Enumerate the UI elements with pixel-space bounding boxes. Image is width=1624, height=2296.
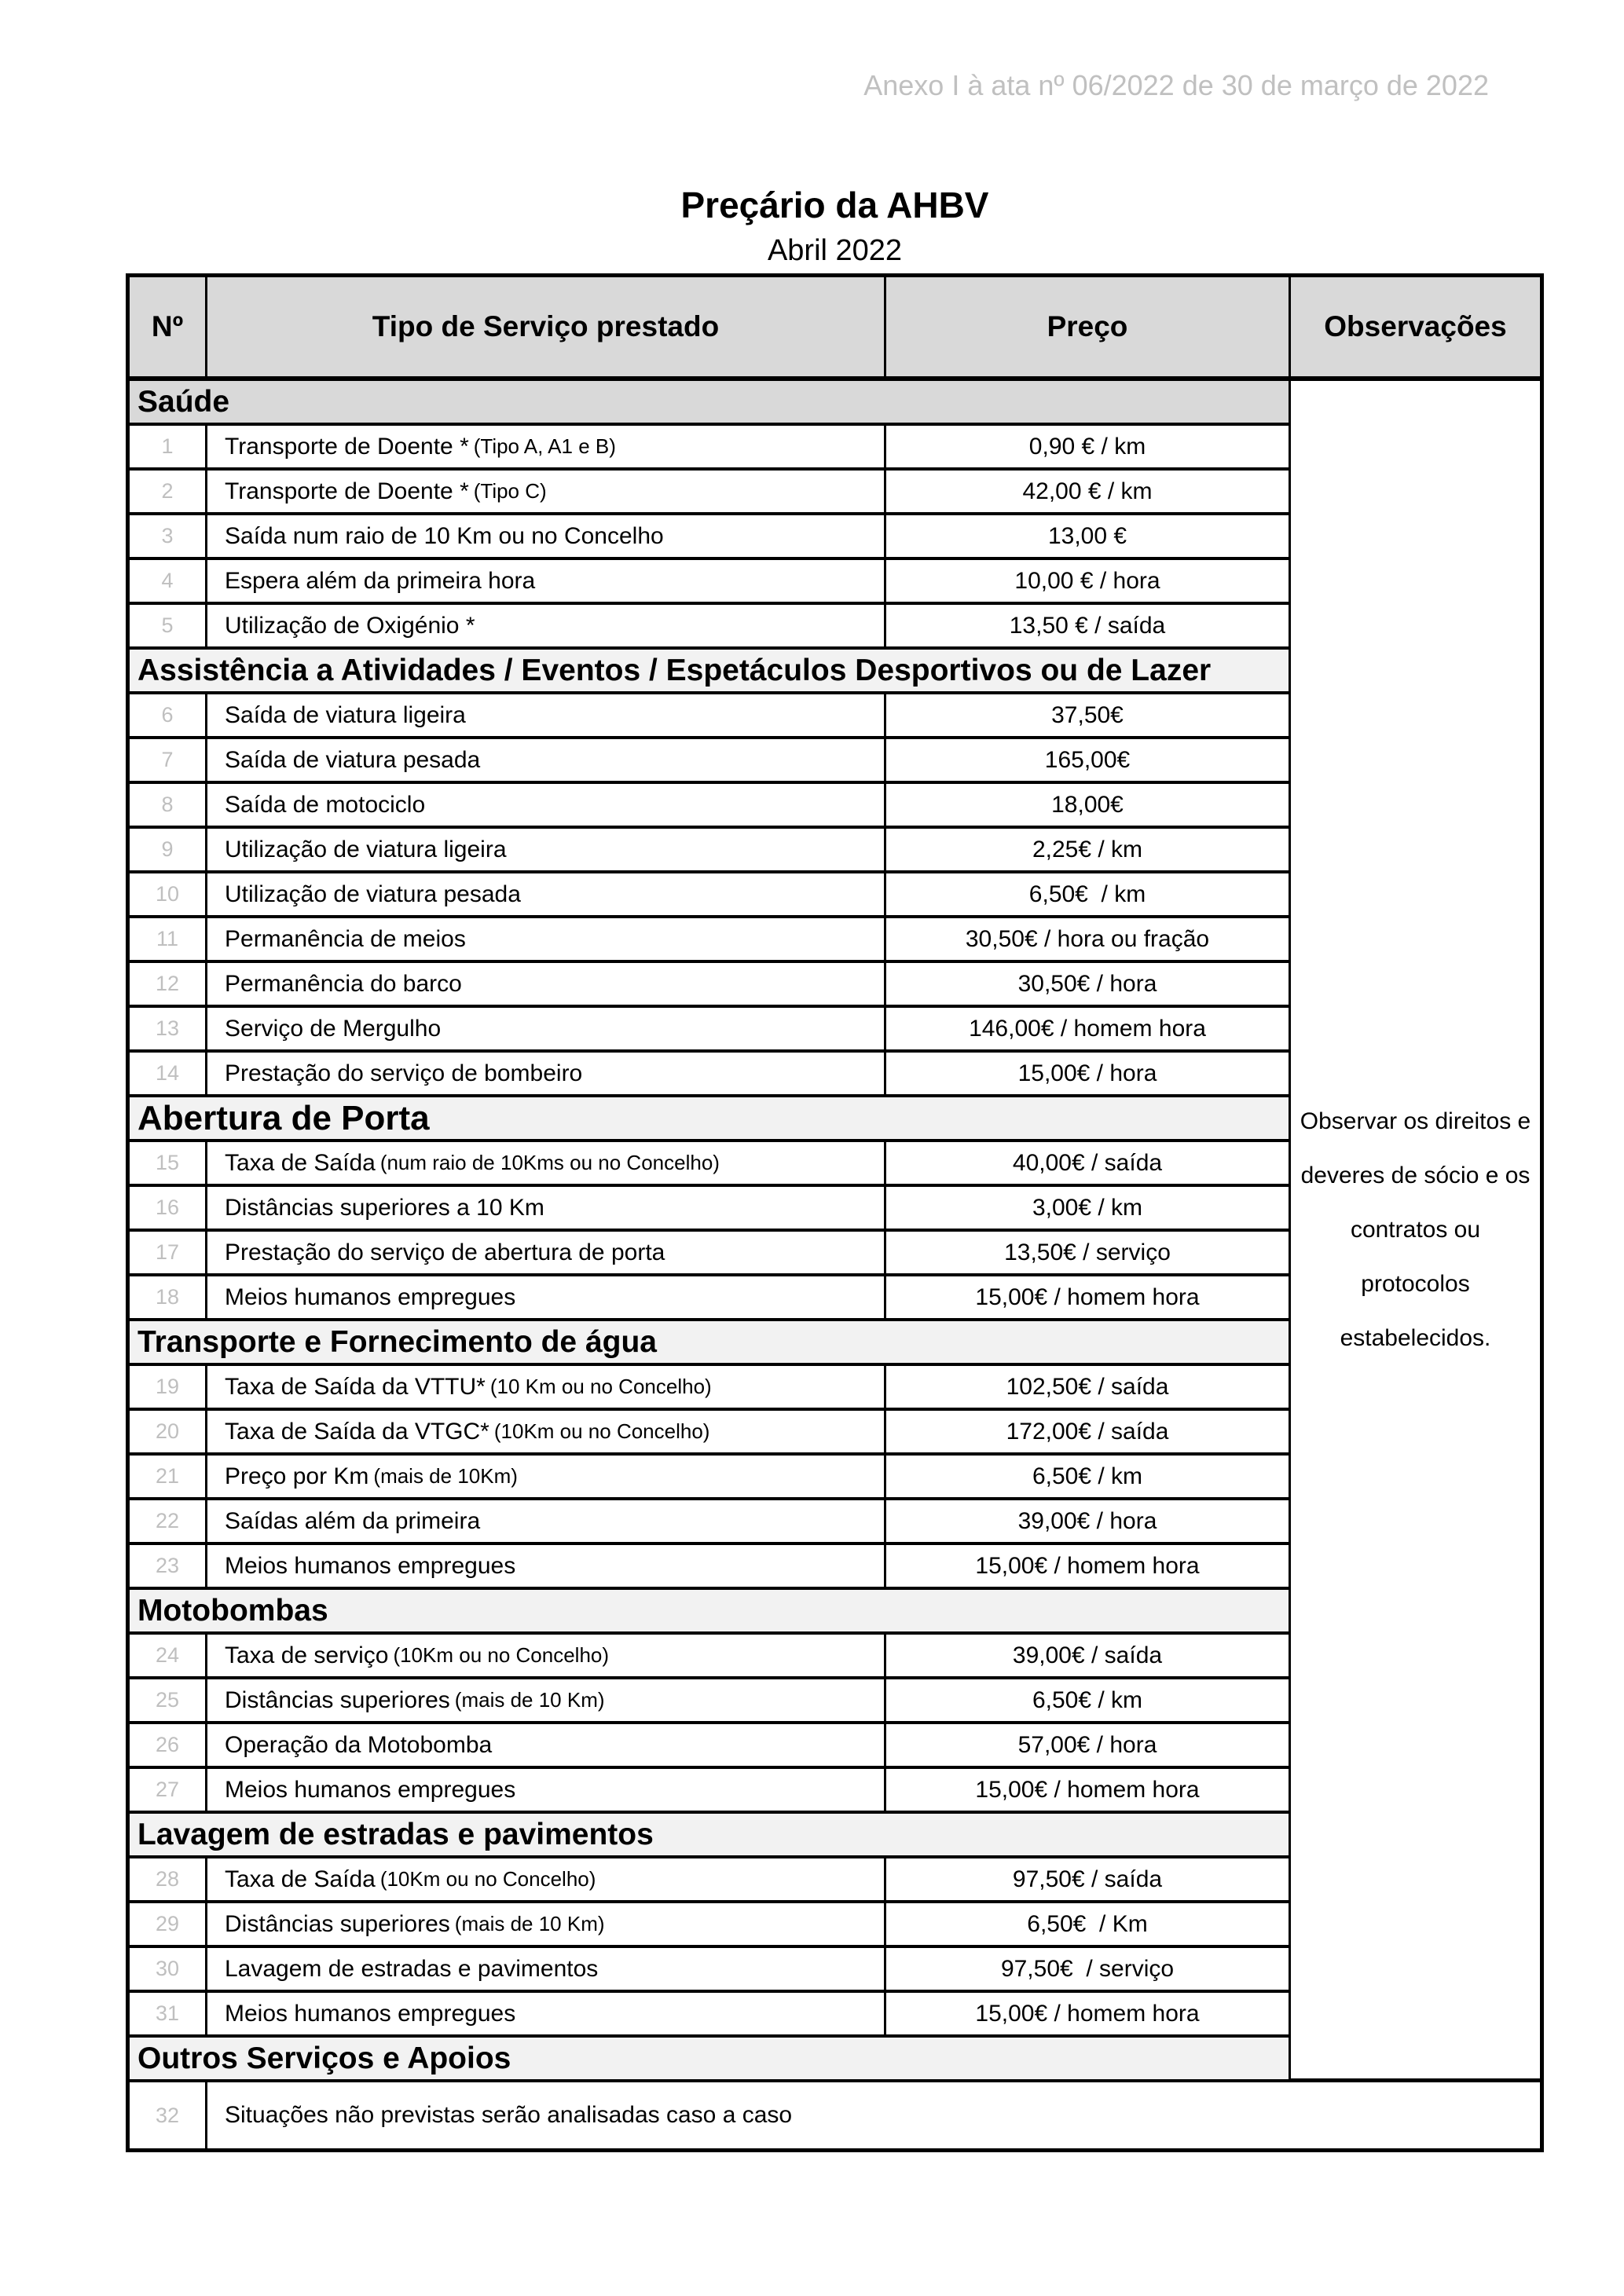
service-description-main: Taxa de Saída da VTGC* [225,1418,489,1445]
column-header-price: Preço [886,277,1291,381]
row-number: 22 [130,1500,207,1545]
row-number: 25 [130,1679,207,1724]
service-description-detail: (10Km ou no Concelho) [393,1643,610,1667]
row-number: 7 [130,739,207,784]
service-description-main: Taxa de Saída [225,1149,376,1176]
section-header-row: Saúde [130,381,1291,426]
service-description [207,1276,886,1321]
service-description-main: Preço por Km [225,1463,369,1489]
service-description [207,1187,886,1232]
service-description-main: Saída de motociclo [225,791,426,818]
service-description: Situações não previstas serão analisadas caso a caso [225,2102,793,2128]
service-price: 15,00€ / homem hora [886,1993,1291,2038]
service-description [207,1366,886,1411]
service-price: 6,50€ / Km [886,1903,1291,1948]
service-description-main: Serviço de Mergulho [225,1015,442,1042]
row-number: 1 [130,426,207,471]
service-description-detail: (Tipo C) [473,479,547,503]
service-description-main: Meios humanos empregues [225,1552,516,1579]
service-price: 13,00 € [886,515,1291,560]
service-description-main: Transporte de Doente * [225,433,469,460]
service-price: 165,00€ [886,739,1291,784]
service-price: 2,25€ / km [886,829,1291,873]
service-price: 3,00€ / km [886,1187,1291,1232]
service-description [207,1724,886,1769]
service-description [207,1142,886,1187]
page-title: Preçário da AHBV [680,185,989,225]
row-number: 3 [130,515,207,560]
service-description-main: Utilização de viatura pesada [225,881,521,907]
row-number: 6 [130,694,207,739]
service-description-detail: (mais de 10Km) [373,1464,518,1488]
service-description [207,1545,886,1590]
service-description-main: Transporte de Doente * [225,478,469,504]
service-description-main: Permanência de meios [225,925,466,952]
column-header-num: Nº [130,277,207,381]
page-annotation: Anexo I à ata nº 06/2022 de 30 de março de 2022 [863,69,1489,101]
service-description-main: Taxa de Saída [225,1866,376,1892]
section-header-row: Motobombas [130,1590,1291,1635]
service-description [207,1858,886,1903]
service-description-main: Taxa de Saída da VTTU* [225,1373,486,1400]
row-number: 4 [130,560,207,605]
service-description [207,1053,886,1097]
service-description [207,918,886,963]
service-price: 15,00€ / homem hora [886,1545,1291,1590]
service-price: 15,00€ / homem hora [886,1769,1291,1814]
service-price: 57,00€ / hora [886,1724,1291,1769]
row-number: 20 [130,1411,207,1456]
row-number: 10 [130,873,207,918]
service-description [207,1903,886,1948]
service-price: 40,00€ / saída [886,1142,1291,1187]
service-description-main: Espera além da primeira hora [225,567,536,594]
row-number: 16 [130,1187,207,1232]
service-price: 0,90 € / km [886,426,1291,471]
row-number: 23 [130,1545,207,1590]
service-description-main: Utilização de viatura ligeira [225,836,507,862]
service-description-main: Operação da Motobomba [225,1731,493,1758]
service-price: 13,50 € / saída [886,605,1291,650]
service-price: 6,50€ / km [886,873,1291,918]
row-number: 29 [130,1903,207,1948]
service-description [207,1993,886,2038]
service-description [207,1635,886,1679]
service-price: 13,50€ / serviço [886,1232,1291,1276]
row-number: 30 [130,1948,207,1993]
row-number: 13 [130,1008,207,1053]
service-description-main: Distâncias superiores [225,1686,450,1713]
service-description-main: Lavagem de estradas e pavimentos [225,1955,599,1982]
service-price: 15,00€ / homem hora [886,1276,1291,1321]
service-price: 30,50€ / hora ou fração [886,918,1291,963]
service-description [207,1500,886,1545]
service-description-main: Saída de viatura pesada [225,746,481,773]
row-number: 12 [130,963,207,1008]
row-number: 8 [130,784,207,829]
column-header-observations: Observações [1291,277,1540,381]
service-description-main: Prestação do serviço de abertura de porta [225,1239,665,1265]
service-description-main: Taxa de serviço [225,1642,389,1668]
row-number: 24 [130,1635,207,1679]
service-description-detail: (10Km ou no Concelho) [493,1419,710,1443]
service-description [207,739,886,784]
service-description [207,1411,886,1456]
section-header-row: Assistência a Atividades / Eventos / Espetáculos Desportivos ou de Lazer [130,650,1291,694]
service-price: 97,50€ / saída [886,1858,1291,1903]
section-header-row: Outros Serviços e Apoios [130,2038,1291,2082]
service-description-detail: (mais de 10 Km) [454,1688,605,1712]
service-description [207,1008,886,1053]
row-number: 18 [130,1276,207,1321]
service-description [207,560,886,605]
price-table [126,273,1544,2152]
page-subtitle: Abril 2022 [767,234,903,267]
service-description-main: Saída num raio de 10 Km ou no Concelho [225,522,664,549]
service-description-detail: (num raio de 10Kms ou no Concelho) [379,1151,720,1174]
service-description [207,829,886,873]
service-description-main: Saídas além da primeira [225,1507,481,1534]
service-description [207,963,886,1008]
service-price: 39,00€ / hora [886,1500,1291,1545]
row-number: 21 [130,1456,207,1500]
row-number: 31 [130,1993,207,2038]
column-header-service: Tipo de Serviço prestado [207,277,886,381]
service-price: 172,00€ / saída [886,1411,1291,1456]
service-description [207,873,886,918]
observations-cell: Observar os direitos e deveres de sócio e os contratos ou protocolos estabelecidos. [1291,381,1540,2082]
section-header-row: Transporte e Fornecimento de água [130,1321,1291,1366]
row-number: 9 [130,829,207,873]
service-description [207,694,886,739]
service-price: 102,50€ / saída [886,1366,1291,1411]
service-description [207,605,886,650]
service-description-main: Meios humanos empregues [225,1283,516,1310]
service-description-detail: (mais de 10 Km) [454,1912,605,1935]
row-number: 15 [130,1142,207,1187]
service-price: 42,00 € / km [886,471,1291,515]
service-price: 146,00€ / homem hora [886,1008,1291,1053]
service-description [207,784,886,829]
service-description-main: Saída de viatura ligeira [225,701,466,728]
service-description [207,426,886,471]
service-description-main: Prestação do serviço de bombeiro [225,1060,583,1086]
service-price: 6,50€ / km [886,1456,1291,1500]
service-price: 97,50€ / serviço [886,1948,1291,1993]
service-description [207,1948,886,1993]
row-number: 32 [130,2082,207,2148]
service-description-main: Permanência do barco [225,970,462,997]
service-price: 15,00€ / hora [886,1053,1291,1097]
row-number: 27 [130,1769,207,1814]
row-number: 14 [130,1053,207,1097]
service-description [207,1679,886,1724]
service-price: 30,50€ / hora [886,963,1291,1008]
service-description-detail: (Tipo A, A1 e B) [473,434,616,458]
row-number: 17 [130,1232,207,1276]
row-number: 5 [130,605,207,650]
service-description [207,471,886,515]
service-description-main: Meios humanos empregues [225,1776,516,1803]
section-header-row: Lavagem de estradas e pavimentos [130,1814,1291,1858]
service-description-main: Distâncias superiores [225,1910,450,1937]
service-description-main: Distâncias superiores a 10 Km [225,1194,544,1221]
service-description-main: Utilização de Oxigénio * [225,612,475,639]
row-number: 11 [130,918,207,963]
row-number: 19 [130,1366,207,1411]
service-description [207,1769,886,1814]
service-description [207,1232,886,1276]
row-number: 28 [130,1858,207,1903]
service-description-detail: (10 Km ou no Concelho) [489,1375,712,1398]
service-price: 37,50€ [886,694,1291,739]
row-number: 26 [130,1724,207,1769]
service-description-detail: (10Km ou no Concelho) [379,1867,596,1891]
service-price: 10,00 € / hora [886,560,1291,605]
section-header-row: Abertura de Porta [130,1097,1291,1142]
service-description [207,515,886,560]
row-number: 2 [130,471,207,515]
service-price: 39,00€ / saída [886,1635,1291,1679]
service-description [207,1456,886,1500]
service-description-main: Meios humanos empregues [225,2000,516,2027]
service-price: 18,00€ [886,784,1291,829]
service-price: 6,50€ / km [886,1679,1291,1724]
